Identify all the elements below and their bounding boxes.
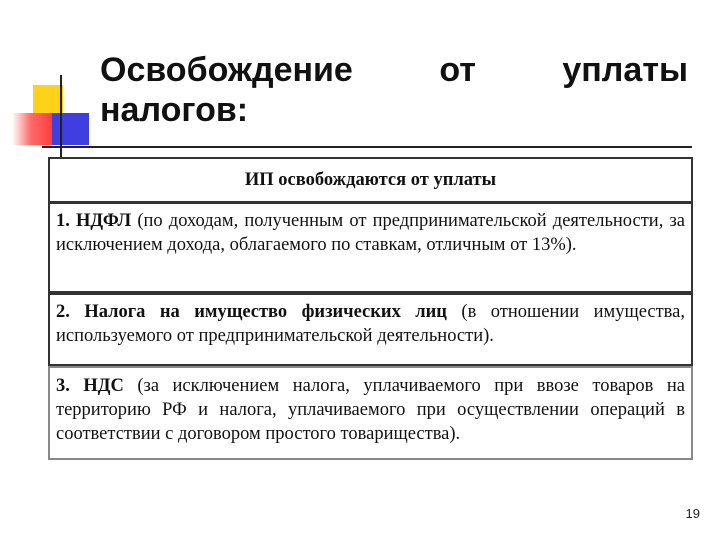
- item-1-text: (по доходам, полученным от предпринимательской деятельности, за исключением дохода, облагаемого по ставкам, отличным от 13%).: [56, 211, 685, 255]
- item-box-3: [48, 366, 693, 460]
- title-line-2: налогов:: [100, 91, 249, 129]
- decor-blue-square: [52, 113, 89, 145]
- title-word-1: Освобождение: [100, 51, 353, 89]
- header-box-text: ИП освобождаются от уплаты: [244, 170, 497, 190]
- header-box: [48, 157, 693, 203]
- decor-yellow-square: [33, 85, 63, 115]
- item-1-bold: 1. НДФЛ: [56, 211, 132, 231]
- item-2-bold: 2. Налога на имущество физических лиц: [56, 302, 447, 322]
- item-box-1: [48, 202, 693, 293]
- title-word-2: от: [439, 51, 476, 89]
- item-box-2: [48, 293, 693, 366]
- page-number: 19: [685, 506, 700, 521]
- item-3-text: (за исключением налога, уплачиваемого при ввозе товаров на территорию РФ и налога, уплачиваемого при осуществлении операций в соответствии с договором простого товарищества).: [56, 376, 685, 444]
- title-word-3: уплаты: [562, 51, 688, 89]
- decor-horizontal-line: [42, 146, 692, 148]
- item-2-text: (в отношении имущества, используемого от предпринимательской деятельности).: [56, 302, 685, 346]
- item-3-bold: 3. НДС: [56, 376, 124, 396]
- decor-red-square: [12, 113, 53, 145]
- title-line-1: [100, 50, 688, 90]
- slide-title: [100, 50, 688, 130]
